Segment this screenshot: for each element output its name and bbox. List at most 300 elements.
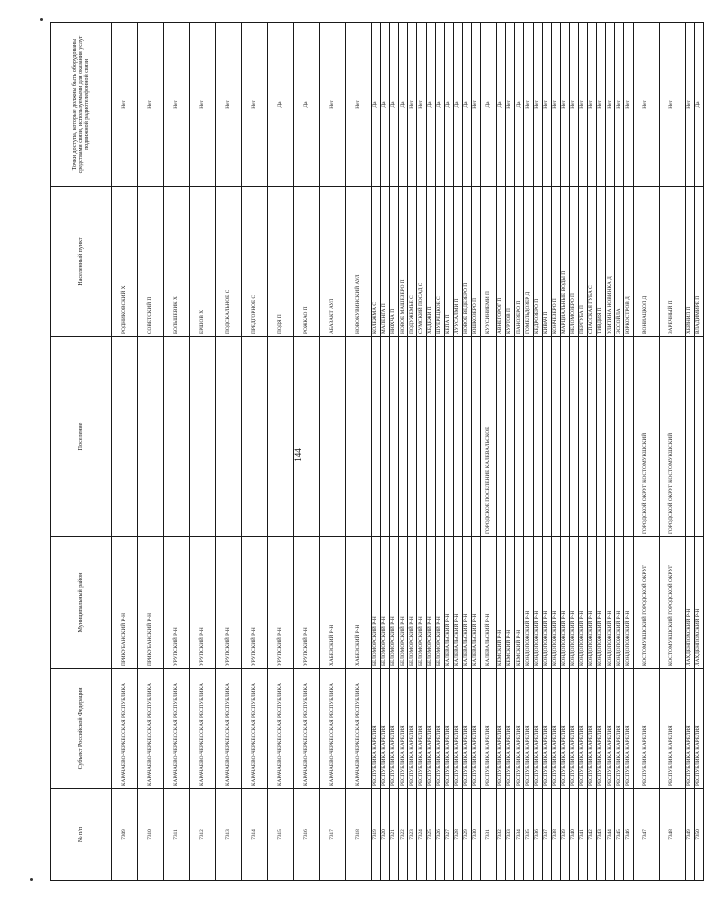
cell-num: 7319 xyxy=(372,789,381,881)
cell-subject: РЕСПУБЛИКА КАРЕЛИЯ xyxy=(453,669,462,789)
cell-settlement xyxy=(372,337,381,537)
table-row xyxy=(606,23,615,881)
cell-connection: Нет xyxy=(597,23,606,187)
cell-subject: РЕСПУБЛИКА КАРЕЛИЯ xyxy=(426,669,435,789)
cell-num: 7314 xyxy=(242,789,268,881)
table-row xyxy=(569,23,578,881)
cell-settlement xyxy=(569,337,578,537)
header-settlement: Поселение xyxy=(51,337,112,537)
table-row xyxy=(551,23,560,881)
cell-num: 7348 xyxy=(659,789,685,881)
cell-municipality: КОНДОПОЖСКИЙ Р-Н xyxy=(606,537,615,669)
header-subject: Субъект Российской Федерации xyxy=(51,669,112,789)
cell-subject: РЕСПУБЛИКА КАРЕЛИЯ xyxy=(506,669,515,789)
cell-num: 7349 xyxy=(685,789,694,881)
cell-municipality: КОНДОПОЖСКИЙ Р-Н xyxy=(624,537,633,669)
cell-connection: Нет xyxy=(346,23,372,187)
cell-connection: Да xyxy=(462,23,471,187)
table-row xyxy=(560,23,569,881)
header-municipality: Муниципальный район xyxy=(51,537,112,669)
cell-municipality: КОНДОПОЖСКИЙ Р-Н xyxy=(615,537,624,669)
table-row xyxy=(542,23,551,881)
cell-num: 7326 xyxy=(435,789,444,881)
cell-settlement xyxy=(606,337,615,537)
cell-subject: РЕСПУБЛИКА КАРЕЛИЯ xyxy=(615,669,624,789)
cell-settlement xyxy=(694,337,703,537)
cell-connection: Нет xyxy=(659,23,685,187)
cell-settlement xyxy=(242,337,268,537)
cell-municipality: УРУПСКИЙ Р-Н xyxy=(294,537,320,669)
cell-municipality: УРУПСКИЙ Р-Н xyxy=(216,537,242,669)
cell-locality: ПОДЯ П xyxy=(268,187,294,337)
cell-municipality: КЕМСКИЙ Р-Н xyxy=(506,537,515,669)
cell-connection: Нет xyxy=(624,23,633,187)
cell-municipality: ПРИКУБАНСКИЙ Р-Н xyxy=(112,537,138,669)
cell-municipality: УРУПСКИЙ Р-Н xyxy=(164,537,190,669)
header-locality: Населенный пункт xyxy=(51,187,112,337)
cell-subject: РЕСПУБЛИКА КАРЕЛИЯ xyxy=(372,669,381,789)
cell-subject: РЕСПУБЛИКА КАРЕЛИЯ xyxy=(524,669,533,789)
cell-settlement xyxy=(597,337,606,537)
cell-municipality: БЕЛОМОРСКИЙ Р-Н xyxy=(390,537,399,669)
cell-locality: ЮРКОСТРОВ Д xyxy=(624,187,633,337)
table-row xyxy=(533,23,542,881)
table-row xyxy=(462,23,471,881)
cell-connection: Нет xyxy=(506,23,515,187)
cell-connection: Да xyxy=(399,23,408,187)
cell-municipality: КОНДОПОЖСКИЙ Р-Н xyxy=(524,537,533,669)
cell-subject: РЕСПУБЛИКА КАРЕЛИЯ xyxy=(588,669,597,789)
table-row xyxy=(381,23,390,881)
cell-municipality: КОНДОПОЖСКИЙ Р-Н xyxy=(542,537,551,669)
cell-municipality: ХАБЕЗСКИЙ Р-Н xyxy=(320,537,346,669)
cell-locality: ЭССОЙЛА xyxy=(615,187,624,337)
cell-locality: МАРЦИАЛЬНЫЕ ВОДЫ П xyxy=(560,187,569,337)
cell-subject: РЕСПУБЛИКА КАРЕЛИЯ xyxy=(659,669,685,789)
rotated-table-wrapper xyxy=(50,23,701,881)
cell-municipality: КАЛЕВАЛЬСКИЙ Р-Н xyxy=(472,537,481,669)
table-row xyxy=(472,23,481,881)
cell-locality: ПРЕДГОРНОЕ С xyxy=(242,187,268,337)
cell-settlement xyxy=(381,337,390,537)
cell-subject: РЕСПУБЛИКА КАРЕЛИЯ xyxy=(624,669,633,789)
cell-connection: Нет xyxy=(138,23,164,187)
table-row xyxy=(659,23,685,881)
cell-locality: КЕПА П xyxy=(444,187,453,337)
table-row xyxy=(390,23,399,881)
cell-connection: Нет xyxy=(164,23,190,187)
cell-municipality: УРУПСКИЙ Р-Н xyxy=(190,537,216,669)
cell-municipality: КАЛЕВАЛЬСКИЙ Р-Н xyxy=(453,537,462,669)
cell-num: 7347 xyxy=(633,789,659,881)
cell-connection: Да xyxy=(426,23,435,187)
cell-subject: РЕСПУБЛИКА КАРЕЛИЯ xyxy=(497,669,506,789)
cell-municipality: КОНДОПОЖСКИЙ Р-Н xyxy=(533,537,542,669)
cell-settlement xyxy=(685,337,694,537)
cell-connection: Нет xyxy=(408,23,417,187)
cell-locality: КЕДРОЗЕРО П xyxy=(533,187,542,337)
cell-settlement xyxy=(444,337,453,537)
cell-connection: Нет xyxy=(417,23,426,187)
cell-municipality: БЕЛОМОРСКИЙ Р-Н xyxy=(408,537,417,669)
settlements-table xyxy=(50,22,704,881)
cell-locality: БОЛЬШЕВИК Х xyxy=(164,187,190,337)
cell-settlement xyxy=(453,337,462,537)
cell-municipality: БЕЛОМОРСКИЙ Р-Н xyxy=(372,537,381,669)
cell-municipality: ЛАХДЕНПОХСКИЙ Р-Н xyxy=(685,537,694,669)
cell-connection: Нет xyxy=(472,23,481,187)
cell-connection: Нет xyxy=(606,23,615,187)
cell-locality: КОЛЕЖМА С xyxy=(372,187,381,337)
table-body xyxy=(112,23,704,881)
cell-locality: ХЕДЕЖИ П xyxy=(426,187,435,337)
cell-subject: КАРАЧАЕВО-ЧЕРКЕССКАЯ РЕСПУБЛИКА xyxy=(190,669,216,789)
cell-locality: СПАССКАЯ ГУБА С xyxy=(588,187,597,337)
cell-num: 7343 xyxy=(597,789,606,881)
cell-num: 7310 xyxy=(138,789,164,881)
cell-locality: РОДНИКОВСКИЙ Х xyxy=(112,187,138,337)
cell-num: 7333 xyxy=(506,789,515,881)
table-row xyxy=(417,23,426,881)
cell-connection: Нет xyxy=(560,23,569,187)
cell-locality: КУУСИНИЕМИ П xyxy=(481,187,497,337)
cell-subject: РЕСПУБЛИКА КАРЕЛИЯ xyxy=(515,669,524,789)
cell-num: 7312 xyxy=(190,789,216,881)
cell-municipality: КОНДОПОЖСКИЙ Р-Н xyxy=(597,537,606,669)
cell-municipality: КАЛЕВАЛЬСКИЙ Р-Н xyxy=(481,537,497,669)
cell-municipality: БЕЛОМОРСКИЙ Р-Н xyxy=(417,537,426,669)
cell-settlement xyxy=(346,337,372,537)
cell-settlement xyxy=(515,337,524,537)
table-row xyxy=(497,23,506,881)
table-row xyxy=(506,23,515,881)
cell-locality: НОВОЕ МАШЕЗЕРО П xyxy=(399,187,408,337)
cell-num: 7336 xyxy=(533,789,542,881)
cell-subject: РЕСПУБЛИКА КАРЕЛИЯ xyxy=(390,669,399,789)
table-row xyxy=(578,23,587,881)
cell-municipality: КОНДОПОЖСКИЙ Р-Н xyxy=(551,537,560,669)
cell-municipality: ПРИКУБАНСКИЙ Р-Н xyxy=(138,537,164,669)
cell-locality: ПЕРГУБА П xyxy=(578,187,587,337)
cell-num: 7329 xyxy=(462,789,471,881)
cell-subject: КАРАЧАЕВО-ЧЕРКЕССКАЯ РЕСПУБЛИКА xyxy=(320,669,346,789)
cell-connection: Нет xyxy=(551,23,560,187)
cell-subject: КАРАЧАЕВО-ЧЕРКЕССКАЯ РЕСПУБЛИКА xyxy=(216,669,242,789)
table-row xyxy=(435,23,444,881)
cell-subject: РЕСПУБЛИКА КАРЕЛИЯ xyxy=(444,669,453,789)
cell-num: 7313 xyxy=(216,789,242,881)
cell-connection: Нет xyxy=(190,23,216,187)
cell-municipality: УРУПСКИЙ Р-Н xyxy=(242,537,268,669)
cell-subject: РЕСПУБЛИКА КАРЕЛИЯ xyxy=(462,669,471,789)
cell-locality: ХЕЙНИЛ П xyxy=(685,187,694,337)
table-row xyxy=(372,23,381,881)
cell-settlement xyxy=(112,337,138,537)
cell-municipality: КЕМСКИЙ Р-Н xyxy=(515,537,524,669)
cell-settlement xyxy=(426,337,435,537)
cell-municipality: БЕЛОМОРСКИЙ Р-Н xyxy=(381,537,390,669)
cell-connection: Нет xyxy=(542,23,551,187)
cell-connection: Да xyxy=(481,23,497,187)
table-row xyxy=(633,23,659,881)
table-row xyxy=(399,23,408,881)
cell-settlement xyxy=(542,337,551,537)
cell-subject: КАРАЧАЕВО-ЧЕРКЕССКАЯ РЕСПУБЛИКА xyxy=(112,669,138,789)
cell-num: 7323 xyxy=(408,789,417,881)
cell-num: 7311 xyxy=(164,789,190,881)
cell-settlement xyxy=(190,337,216,537)
cell-connection: Нет xyxy=(615,23,624,187)
cell-connection: Нет xyxy=(112,23,138,187)
cell-settlement: ГОРОДСКОЙ ОКРУГ КОСТОМУКШСКИЙ xyxy=(633,337,659,537)
table-row xyxy=(597,23,606,881)
cell-locality: НОВОКУВИНСКИЙ АУЛ xyxy=(346,187,372,337)
cell-subject: РЕСПУБЛИКА КАРЕЛИЯ xyxy=(435,669,444,789)
cell-locality: АБАЗАКТ АУЛ xyxy=(320,187,346,337)
table-row xyxy=(453,23,462,881)
cell-subject: РЕСПУБЛИКА КАРЕЛИЯ xyxy=(597,669,606,789)
header-connection: Точки доступа, которые должны быть оборудованы средствами связи, используемыми для оказания услуг подвижной радиотелефонной связи xyxy=(51,23,112,187)
cell-num: 7309 xyxy=(112,789,138,881)
cell-subject: РЕСПУБЛИКА КАРЕЛИЯ xyxy=(542,669,551,789)
cell-municipality: ХАБЕЗСКИЙ Р-Н xyxy=(346,537,372,669)
cell-settlement xyxy=(472,337,481,537)
cell-connection: Нет xyxy=(685,23,694,187)
cell-num: 7320 xyxy=(381,789,390,881)
cell-settlement xyxy=(524,337,533,537)
table-row xyxy=(426,23,435,881)
scan-speck xyxy=(40,18,43,21)
cell-subject: РЕСПУБЛИКА КАРЕЛИЯ xyxy=(399,669,408,789)
cell-num: 7328 xyxy=(453,789,462,881)
cell-num: 7342 xyxy=(588,789,597,881)
cell-locality: ПАНОЗЕРО П xyxy=(515,187,524,337)
cell-subject: РЕСПУБЛИКА КАРЕЛИЯ xyxy=(685,669,694,789)
cell-locality: ЮШКОЗЕРО П xyxy=(472,187,481,337)
cell-connection: Нет xyxy=(242,23,268,187)
cell-subject: КАРАЧАЕВО-ЧЕРКЕССКАЯ РЕСПУБЛИКА xyxy=(268,669,294,789)
cell-num: 7324 xyxy=(417,789,426,881)
cell-settlement xyxy=(417,337,426,537)
table-row xyxy=(524,23,533,881)
cell-num: 7335 xyxy=(524,789,533,881)
cell-settlement xyxy=(506,337,515,537)
cell-settlement xyxy=(320,337,346,537)
cell-num: 7344 xyxy=(606,789,615,881)
cell-settlement xyxy=(399,337,408,537)
cell-connection: Нет xyxy=(320,23,346,187)
table-row xyxy=(408,23,417,881)
cell-locality: КИВАЧ П xyxy=(542,187,551,337)
cell-municipality: БЕЛОМОРСКИЙ Р-Н xyxy=(399,537,408,669)
cell-subject: РЕСПУБЛИКА КАРЕЛИЯ xyxy=(694,669,703,789)
table-row xyxy=(444,23,453,881)
cell-num: 7321 xyxy=(390,789,399,881)
cell-settlement: ГОРОДСКОЕ ПОСЕЛЕНИЕ КАЛЕВАЛЬСКОЕ xyxy=(481,337,497,537)
cell-municipality: КАЛЕВАЛЬСКИЙ Р-Н xyxy=(462,537,471,669)
cell-connection: Да xyxy=(435,23,444,187)
cell-subject: КАРАЧАЕВО-ЧЕРКЕССКАЯ РЕСПУБЛИКА xyxy=(138,669,164,789)
cell-locality: НЮХЧА П xyxy=(390,187,399,337)
table-row xyxy=(190,23,216,881)
cell-subject: РЕСПУБЛИКА КАРЕЛИЯ xyxy=(606,669,615,789)
cell-municipality: КЕМСКИЙ Р-Н xyxy=(497,537,506,669)
cell-locality: РОЖКАО П xyxy=(294,187,320,337)
cell-num: 7332 xyxy=(497,789,506,881)
header-num: № п/п xyxy=(51,789,112,881)
cell-settlement xyxy=(578,337,587,537)
cell-connection: Нет xyxy=(569,23,578,187)
cell-settlement xyxy=(533,337,542,537)
cell-subject: РЕСПУБЛИКА КАРЕЛИЯ xyxy=(560,669,569,789)
cell-municipality: КОНДОПОЖСКИЙ Р-Н xyxy=(569,537,578,669)
cell-settlement xyxy=(408,337,417,537)
cell-subject: КАРАЧАЕВО-ЧЕРКЕССКАЯ РЕСПУБЛИКА xyxy=(242,669,268,789)
cell-locality: СУМСКИЙ ПОСАД С xyxy=(417,187,426,337)
cell-num: 7345 xyxy=(615,789,624,881)
cell-settlement xyxy=(588,337,597,537)
cell-subject: РЕСПУБЛИКА КАРЕЛИЯ xyxy=(381,669,390,789)
cell-connection: Да xyxy=(453,23,462,187)
cell-connection: Да xyxy=(268,23,294,187)
cell-municipality: КОНДОПОЖСКИЙ Р-Н xyxy=(578,537,587,669)
table-row xyxy=(216,23,242,881)
cell-settlement xyxy=(164,337,190,537)
cell-subject: РЕСПУБЛИКА КАРЕЛИЯ xyxy=(472,669,481,789)
cell-locality: АВНЕГОРОГ П xyxy=(497,187,506,337)
cell-subject: КАРАЧАЕВО-ЧЕРКЕССКАЯ РЕСПУБЛИКА xyxy=(346,669,372,789)
cell-connection: Нет xyxy=(524,23,533,187)
cell-locality: ПОДСКАЛЬНОЕ С xyxy=(216,187,242,337)
cell-connection: Да xyxy=(515,23,524,187)
cell-locality: ПОДУЖЕМЬЕ С xyxy=(408,187,417,337)
cell-num: 7340 xyxy=(569,789,578,881)
cell-connection: Да xyxy=(381,23,390,187)
cell-connection: Нет xyxy=(633,23,659,187)
cell-num: 7346 xyxy=(624,789,633,881)
table-row xyxy=(624,23,633,881)
cell-subject: РЕСПУБЛИКА КАРЕЛИЯ xyxy=(633,669,659,789)
cell-num: 7341 xyxy=(578,789,587,881)
cell-connection: Да xyxy=(390,23,399,187)
cell-settlement: ГОРОДСКОЙ ОКРУГ КОСТОМУКШСКИЙ xyxy=(659,337,685,537)
table-row xyxy=(481,23,497,881)
cell-municipality: ЛАХДЕНПОХСКИЙ Р-Н xyxy=(694,537,703,669)
cell-settlement xyxy=(294,337,320,537)
cell-municipality: КОНДОПОЖСКИЙ Р-Н xyxy=(588,537,597,669)
cell-settlement xyxy=(615,337,624,537)
cell-subject: РЕСПУБЛИКА КАРЕЛИЯ xyxy=(408,669,417,789)
cell-num: 7339 xyxy=(560,789,569,881)
cell-settlement xyxy=(216,337,242,537)
table-header-row xyxy=(51,23,112,881)
page-number: 144 xyxy=(293,448,303,462)
cell-locality: ШУЕРЕЦКОЕ С xyxy=(435,187,444,337)
cell-num: 7337 xyxy=(542,789,551,881)
cell-locality: ВЛАДИМИРЕ П xyxy=(694,187,703,337)
cell-connection: Нет xyxy=(588,23,597,187)
table-row xyxy=(268,23,294,881)
cell-settlement xyxy=(551,337,560,537)
cell-connection: Нет xyxy=(533,23,542,187)
cell-subject: РЕСПУБЛИКА КАРЕЛИЯ xyxy=(578,669,587,789)
cell-subject: РЕСПУБЛИКА КАРЕЛИЯ xyxy=(551,669,560,789)
cell-locality: ВОНИАЦКОЛ Д xyxy=(633,187,659,337)
cell-connection: Да xyxy=(372,23,381,187)
cell-locality: ЗАРЕЧНЫЙ П xyxy=(659,187,685,337)
cell-num: 7316 xyxy=(294,789,320,881)
rotated-table-canvas xyxy=(50,23,701,881)
cell-settlement xyxy=(624,337,633,537)
cell-municipality: БЕЛОМОРСКИЙ Р-Н xyxy=(435,537,444,669)
table-row xyxy=(138,23,164,881)
cell-settlement xyxy=(435,337,444,537)
cell-connection: Да xyxy=(694,23,703,187)
cell-connection: Да xyxy=(294,23,320,187)
cell-municipality: УРУПСКИЙ Р-Н xyxy=(268,537,294,669)
cell-locality: ЛУУСАЛМИ П xyxy=(453,187,462,337)
cell-num: 7331 xyxy=(481,789,497,881)
cell-subject: РЕСПУБЛИКА КАРЕЛИЯ xyxy=(481,669,497,789)
cell-num: 7318 xyxy=(346,789,372,881)
cell-subject: КАРАЧАЕВО-ЧЕРКЕССКАЯ РЕСПУБЛИКА xyxy=(294,669,320,789)
cell-locality: КОНЧЕЗЕРО П xyxy=(551,187,560,337)
cell-subject: РЕСПУБЛИКА КАРЕЛИЯ xyxy=(569,669,578,789)
cell-municipality: КОСТОМУКШСКИЙ ГОРОДСКОЙ ОКРУГ xyxy=(659,537,685,669)
cell-locality: КУРТОВ П xyxy=(506,187,515,337)
cell-settlement xyxy=(138,337,164,537)
cell-settlement xyxy=(560,337,569,537)
cell-locality: ГОМЕЛЬДОЗЕР Д xyxy=(524,187,533,337)
cell-num: 7338 xyxy=(551,789,560,881)
cell-num: 7334 xyxy=(515,789,524,881)
table-row xyxy=(615,23,624,881)
table-row xyxy=(346,23,372,881)
table-row xyxy=(694,23,703,881)
cell-locality: СОВЕТСКИЙ П xyxy=(138,187,164,337)
cell-municipality: БЕЛОМОРСКИЙ Р-Н xyxy=(426,537,435,669)
table-row xyxy=(588,23,597,881)
cell-municipality: КОСТОМУКШСКИЙ ГОРОДСКОЙ ОКРУГ xyxy=(633,537,659,669)
cell-settlement xyxy=(462,337,471,537)
cell-locality: МАЛЕНГА П xyxy=(381,187,390,337)
cell-connection: Да xyxy=(444,23,453,187)
cell-locality: УЛИТИНА НОВИНКА Д xyxy=(606,187,615,337)
cell-num: 7330 xyxy=(472,789,481,881)
cell-locality: ТИВДИЯ П xyxy=(597,187,606,337)
table-row xyxy=(112,23,138,881)
table-row xyxy=(242,23,268,881)
cell-settlement xyxy=(390,337,399,537)
cell-num: 7315 xyxy=(268,789,294,881)
scan-speck xyxy=(30,878,33,881)
cell-num: 7327 xyxy=(444,789,453,881)
cell-locality: ЕРШОВ Х xyxy=(190,187,216,337)
cell-subject: РЕСПУБЛИКА КАРЕЛИЯ xyxy=(417,669,426,789)
cell-settlement xyxy=(268,337,294,537)
cell-locality: НОВОЕ ВЕДЕЗЕРО П xyxy=(462,187,471,337)
cell-num: 7350 xyxy=(694,789,703,881)
cell-subject: РЕСПУБЛИКА КАРЕЛИЯ xyxy=(533,669,542,789)
cell-connection: Нет xyxy=(216,23,242,187)
cell-settlement xyxy=(497,337,506,537)
cell-num: 7322 xyxy=(399,789,408,881)
cell-municipality: КАЛЕВАЛЬСКИЙ Р-Н xyxy=(444,537,453,669)
table-row xyxy=(320,23,346,881)
cell-municipality: КОНДОПОЖСКИЙ Р-Н xyxy=(560,537,569,669)
table-row xyxy=(294,23,320,881)
table-row xyxy=(515,23,524,881)
